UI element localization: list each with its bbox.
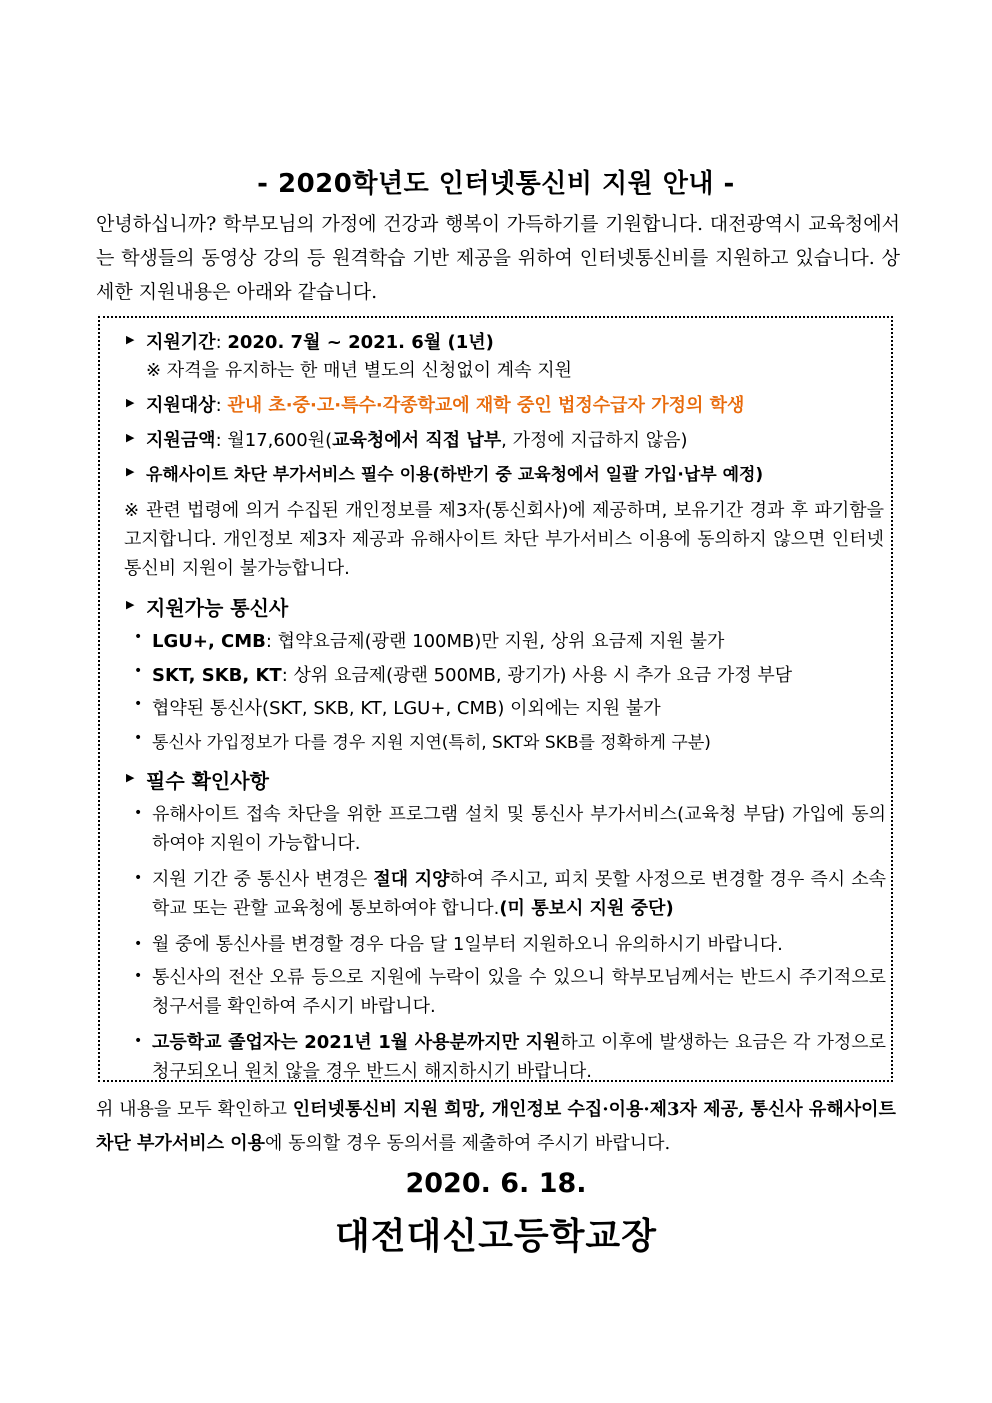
- dot-bullet-icon: •: [134, 696, 143, 712]
- document-date: 2020. 6. 18.: [405, 1168, 587, 1199]
- page-title: - 2020학년도 인터넷통신비 지원 안내 -: [257, 169, 735, 199]
- target-value: 관내 초·중·고·특수·각종학교에 재학 중인 법정수급자 가정의 학생: [227, 395, 745, 416]
- dot-bullet-icon: •: [134, 936, 143, 952]
- intro-paragraph: 안녕하십니까? 학부모님의 가정에 건강과 행복이 가득하기를 기원합니다. 대전광역시 교육청에서는 학생들의 동영상 강의 등 원격학습 기반 제공을 위하여 인터넷통신비를 지원하고 있습니다. 상세한 지원내용은 아래와 같습니다.: [96, 213, 900, 303]
- period-label: 지원기간: [146, 332, 216, 353]
- privacy-note: ※ 관련 법령에 의거 수집된 개인정보를 제3자(통신회사)에 제공하며, 보유기간 경과 후 파기함을 고지합니다. 개인정보 제3자 제공과 유해사이트 차단 부가서비스 이용에 동의하지 않으면 인터넷통신비 지원이 불가능합니다.: [124, 500, 884, 579]
- dot-bullet-icon: •: [134, 805, 143, 821]
- target-label: 지원대상: [146, 395, 216, 416]
- triangle-bullet-icon: ▶: [126, 396, 135, 409]
- school-signature: 대전대신고등학교장: [335, 1216, 657, 1257]
- period-value: 2020. 7월 ~ 2021. 6월 (1년): [227, 332, 494, 353]
- info-box: ▶ 지원기간: 2020. 7월 ~ 2021. 6월 (1년) ※ 자격을 유지하는 한 매년 별도의 신청없이 계속 지원 ▶ 지원대상: 관내 초·중·고·특수·각종학교에 재학 중인 법정수급자 가정의 학생 ▶ 지원금액: 월17,600원(교육청에서 직접 납부, 가정에 지급하지 않음) ▶ 유해사이트 차단 부가서비스 필수 이용(하반기 중 교육청에서 일괄 가입·납부 예정) ※ 관련 법령에 의거 수집된 개인정보를 제3자(통신회사)에 제공하며, 보유기간 경과 후 파기함을 고지합니다. 개인정보 제3자 제공과 유해사이트 차단 부가서비스 이용에 동의하지 않으면 인터넷통신비 지원이 불가능합니다. ▶ 지원가능 통신사 • LGU+, CMB: 협약요금제(광랜 100MB)만 지원, 상위 요금제 지원 불가 • SKT, SKB, KT: 상위 요금제(광랜 500MB, 광기가) 사용 시 추가 요금 가정 부담 • 협약된 통신사(SKT, SKB, KT, LGU+, CMB) 이외에는 지원 불가 • 통신사 가입정보가 다를 경우 지원 지연(특히, SKT와 SKB를 정확하게 구분) ▶ 필수 확인사항 • 유해사이트 접속 차단을 위한 프로그램 설치 및 통신사 부가서비스(교육청 부담) 가입에 동의하여야 지원이 가능합니다. • 지원 기간 중 통신사 변경은 절대 지양하여 주시고, 피치 못할 사정으로 변경할 경우 즉시 소속학교 또는 관할 교육청에 통보하여야 합니다.(미 통보시 지원 중단) • 월 중에 통신사를 변경할 경우 다음 달 1일부터 지원하오니 유의하시기 바랍니다. • 통신사의 전산 오류 등으로 지원에 누락이 있을 수 있으니 학부모님께서는 반드시 주기적으로 청구서를 확인하여 주시기 바랍니다. • 고등학교 졸업자는 2021년 1월 사용분까지만 지원하고 이후에 발생하는 요금은 각 가정으로 청구되오니 원치 않을 경우 반드시 해지하시기 바랍니다.: [98, 316, 893, 1082]
- dot-bullet-icon: •: [134, 663, 143, 679]
- check-item-5: 고등학교 졸업자는 2021년 1월 사용분까지만 지원하고 이후에 발생하는 요금은 각 가정으로 청구되오니 원치 않을 경우 반드시 해지하시기 바랍니다.: [152, 1032, 887, 1082]
- dot-bullet-icon: •: [134, 1033, 143, 1049]
- filter-text: 유해사이트 차단 부가서비스 필수 이용(하반기 중 교육청에서 일괄 가입·납부 예정): [146, 465, 764, 485]
- period-note: ※ 자격을 유지하는 한 매년 별도의 신청없이 계속 지원: [146, 360, 573, 381]
- triangle-bullet-icon: ▶: [126, 333, 135, 346]
- dot-bullet-icon: •: [134, 629, 143, 645]
- check-item-4: 통신사의 전산 오류 등으로 지원에 누락이 있을 수 있으니 학부모님께서는 반드시 주기적으로 청구서를 확인하여 주시기 바랍니다.: [152, 967, 886, 1017]
- amount-bold: 교육청에서 직접 납부: [332, 430, 502, 451]
- check-item-1: 유해사이트 접속 차단을 위한 프로그램 설치 및 통신사 부가서비스(교육청 부담) 가입에 동의하여야 지원이 가능합니다.: [152, 804, 886, 854]
- dot-bullet-icon: •: [134, 968, 143, 984]
- dot-bullet-icon: •: [134, 870, 143, 886]
- triangle-bullet-icon: ▶: [126, 431, 135, 444]
- triangle-bullet-icon: ▶: [126, 465, 135, 478]
- amount-pre: 월17,600원(: [227, 430, 333, 451]
- amount-label: 지원금액: [146, 430, 216, 451]
- check-item-2: 지원 기간 중 통신사 변경은 절대 지양하여 주시고, 피치 못할 사정으로 변경할 경우 즉시 소속학교 또는 관할 교육청에 통보하여야 합니다.(미 통보시 지원 중단): [152, 869, 886, 919]
- dot-bullet-icon: •: [134, 730, 143, 746]
- amount-post: , 가정에 지급하지 않음): [501, 430, 688, 451]
- triangle-bullet-icon: ▶: [126, 771, 135, 784]
- check-item-3: 월 중에 통신사를 변경할 경우 다음 달 1일부터 지원하오니 유의하시기 바랍니다.: [152, 934, 783, 955]
- triangle-bullet-icon: ▶: [126, 598, 135, 611]
- closing-paragraph: 위 내용을 모두 확인하고 인터넷통신비 지원 희망, 개인정보 수집·이용·제3자 제공, 통신사 유해사이트 차단 부가서비스 이용에 동의할 경우 동의서를 제출하여 주시기 바랍니다.: [96, 1099, 896, 1154]
